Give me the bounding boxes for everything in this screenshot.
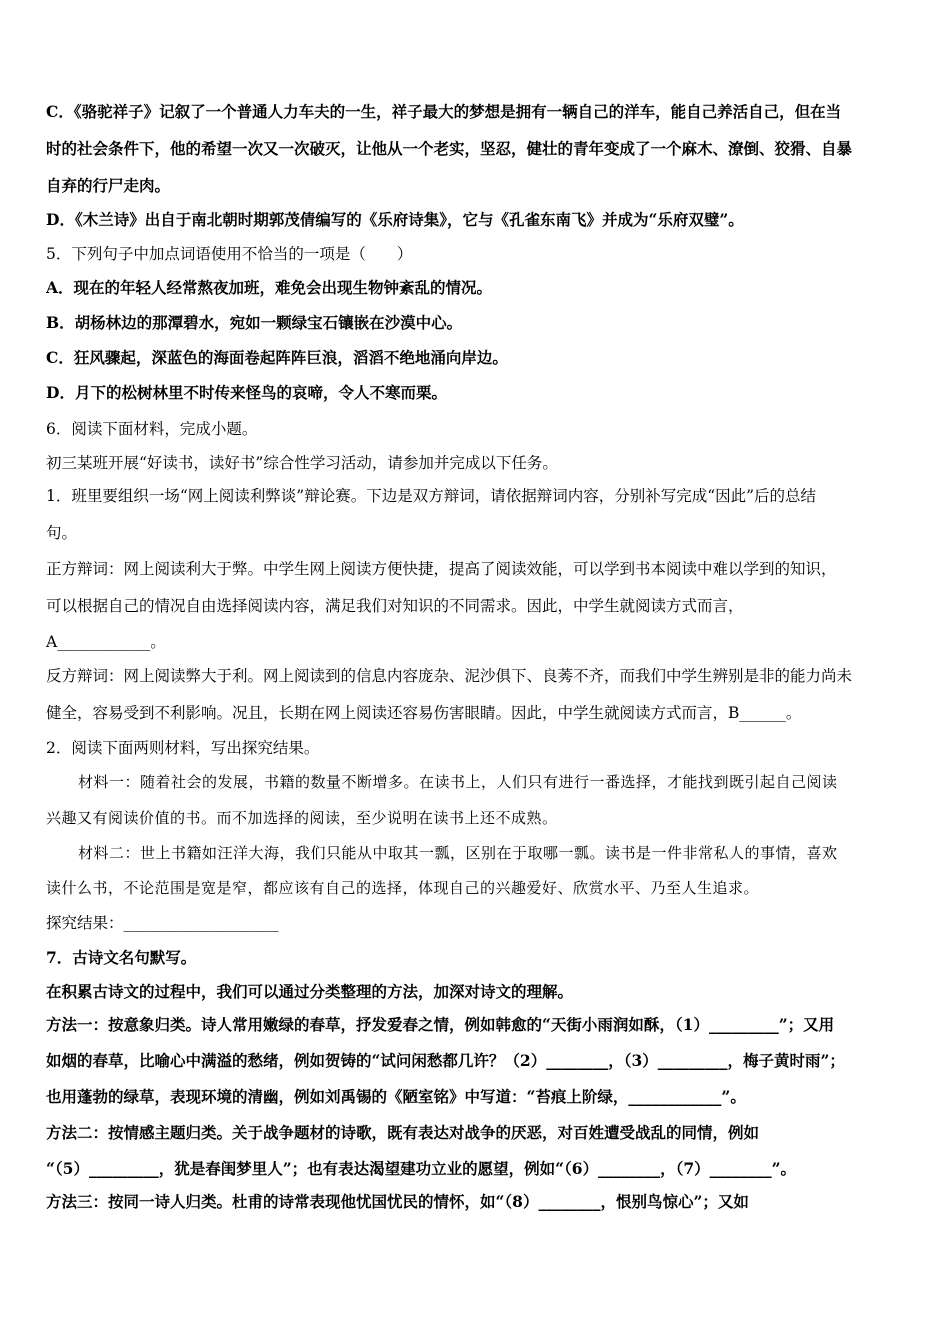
method-2-line-2[interactable]: “（5）_________，犹是春闺梦里人”；也有表达渴望建功立业的愿望，例如“（6）________，（7）________”。: [46, 1159, 797, 1178]
q6-intro: 初三某班开展“好读书，读好书”综合性学习活动，请参加并完成以下任务。: [46, 454, 558, 472]
method-1-line-3[interactable]: 也用蓬勃的绿草，表现环境的清幽，例如刘禹锡的《陋室铭》中写道：“苔痕上阶绿，____________”。: [46, 1087, 746, 1106]
q5-option-b: B．胡杨林边的那潭碧水，宛如一颗绿宝石镶嵌在沙漠中心。: [46, 313, 463, 332]
material-1-line-1: 材料一：随着社会的发展，书籍的数量不断增多。在读书上，人们只有进行一番选择，才能找到既引起自己阅读: [78, 773, 838, 791]
method-3-line-1[interactable]: 方法三：按同一诗人归类。杜甫的诗常表现他忧国忧民的情怀，如“（8）________，恨别鸟惊心”；又如: [46, 1192, 749, 1211]
q5-option-a: A．现在的年轻人经常熬夜加班，难免会出现生物钟紊乱的情况。: [46, 278, 493, 297]
method-1-line-2[interactable]: 如烟的春草，比喻心中满溢的愁绪，例如贺铸的“试问闲愁都几许？（2）________，（3）_________，梅子黄时雨”；: [46, 1051, 845, 1070]
affirmative-line-1: 正方辩词：网上阅读利大于弊。中学生网上阅读方便快捷，提高了阅读效能，可以学到书本阅读中难以学到的知识，: [46, 560, 837, 578]
question-5-stem: 5．下列句子中加点词语使用不恰当的一项是（ ）: [46, 245, 413, 263]
method-1-line-1[interactable]: 方法一：按意象归类。诗人常用嫩绿的春草，抒发爱春之情，例如韩愈的“天街小雨润如酥，（1）_________”；又用: [46, 1015, 835, 1034]
q6-task-2-stem: 2．阅读下面两则材料，写出探究结果。: [46, 739, 320, 757]
q6-task-1-line-2: 句。: [46, 524, 78, 542]
material-2-line-2: 读什么书，不论范围是宽是窄，都应该有自己的选择，体现自己的兴趣爱好、欣赏水平、乃至人生追求。: [46, 879, 760, 897]
option-c-text-line-2: 时的社会条件下，他的希望一次又一次破灭，让他从一个老实，坚忍，健壮的青年变成了一个麻木、潦倒、狡猾、自暴: [46, 139, 853, 158]
q5-option-d: D．月下的松树林里不时传来怪鸟的哀啼，令人不寒而栗。: [46, 383, 447, 402]
option-d-text: D．《木兰诗》出自于南北朝时期郭茂倩编写的《乐府诗集》，它与《孔雀东南飞》并成为“乐府双璧”。: [46, 210, 744, 229]
answer-blank-a[interactable]: A____________。: [46, 633, 166, 651]
q7-intro: 在积累古诗文的过程中，我们可以通过分类整理的方法，加深对诗文的理解。: [46, 982, 574, 1001]
option-c-text-line-3: 自弃的行尸走肉。: [46, 176, 171, 195]
q6-task-1-line-1: 1．班里要组织一场“网上阅读利弊谈”辩论赛。下边是双方辩词，请依据辩词内容，分别补写完成“因此”后的总结: [46, 487, 817, 505]
material-2-line-1: 材料二：世上书籍如汪洋大海，我们只能从中取其一瓢，区别在于取哪一瓢。读书是一件非常私人的事情，喜欢: [78, 844, 838, 862]
option-c-text-line-1: C．《骆驼祥子》记叙了一个普通人力车夫的一生，祥子最大的梦想是拥有一辆自己的洋车，能自己养活自己，但在当: [46, 102, 842, 121]
method-2-line-1: 方法二：按情感主题归类。关于战争题材的诗歌，既有表达对战争的厌恶，对百姓遭受战乱的同情，例如: [46, 1123, 760, 1142]
question-6-stem: 6．阅读下面材料，完成小题。: [46, 420, 258, 438]
q5-option-c: C．狂风骤起，深蓝色的海面卷起阵阵巨浪，滔滔不绝地涌向岸边。: [46, 348, 508, 367]
material-1-line-2: 兴趣又有阅读价值的书。而不加选择的阅读，至少说明在读书上还不成熟。: [46, 809, 558, 827]
negative-line-2[interactable]: 健全，容易受到不利影响。况且，长期在网上阅读还容易伤害眼睛。因此，中学生就阅读方式而言，B______。: [46, 704, 802, 722]
explore-result-blank[interactable]: 探究结果：____________________: [46, 914, 279, 932]
negative-line-1: 反方辩词：网上阅读弊大于利。网上阅读到的信息内容庞杂、泥沙俱下、良莠不齐，而我们中学生辨别是非的能力尚未: [46, 667, 853, 685]
question-7-stem: 7．古诗文名句默写。: [46, 948, 197, 967]
affirmative-line-2: 可以根据自己的情况自由选择阅读内容，满足我们对知识的不同需求。因此，中学生就阅读方式而言，: [46, 597, 744, 615]
